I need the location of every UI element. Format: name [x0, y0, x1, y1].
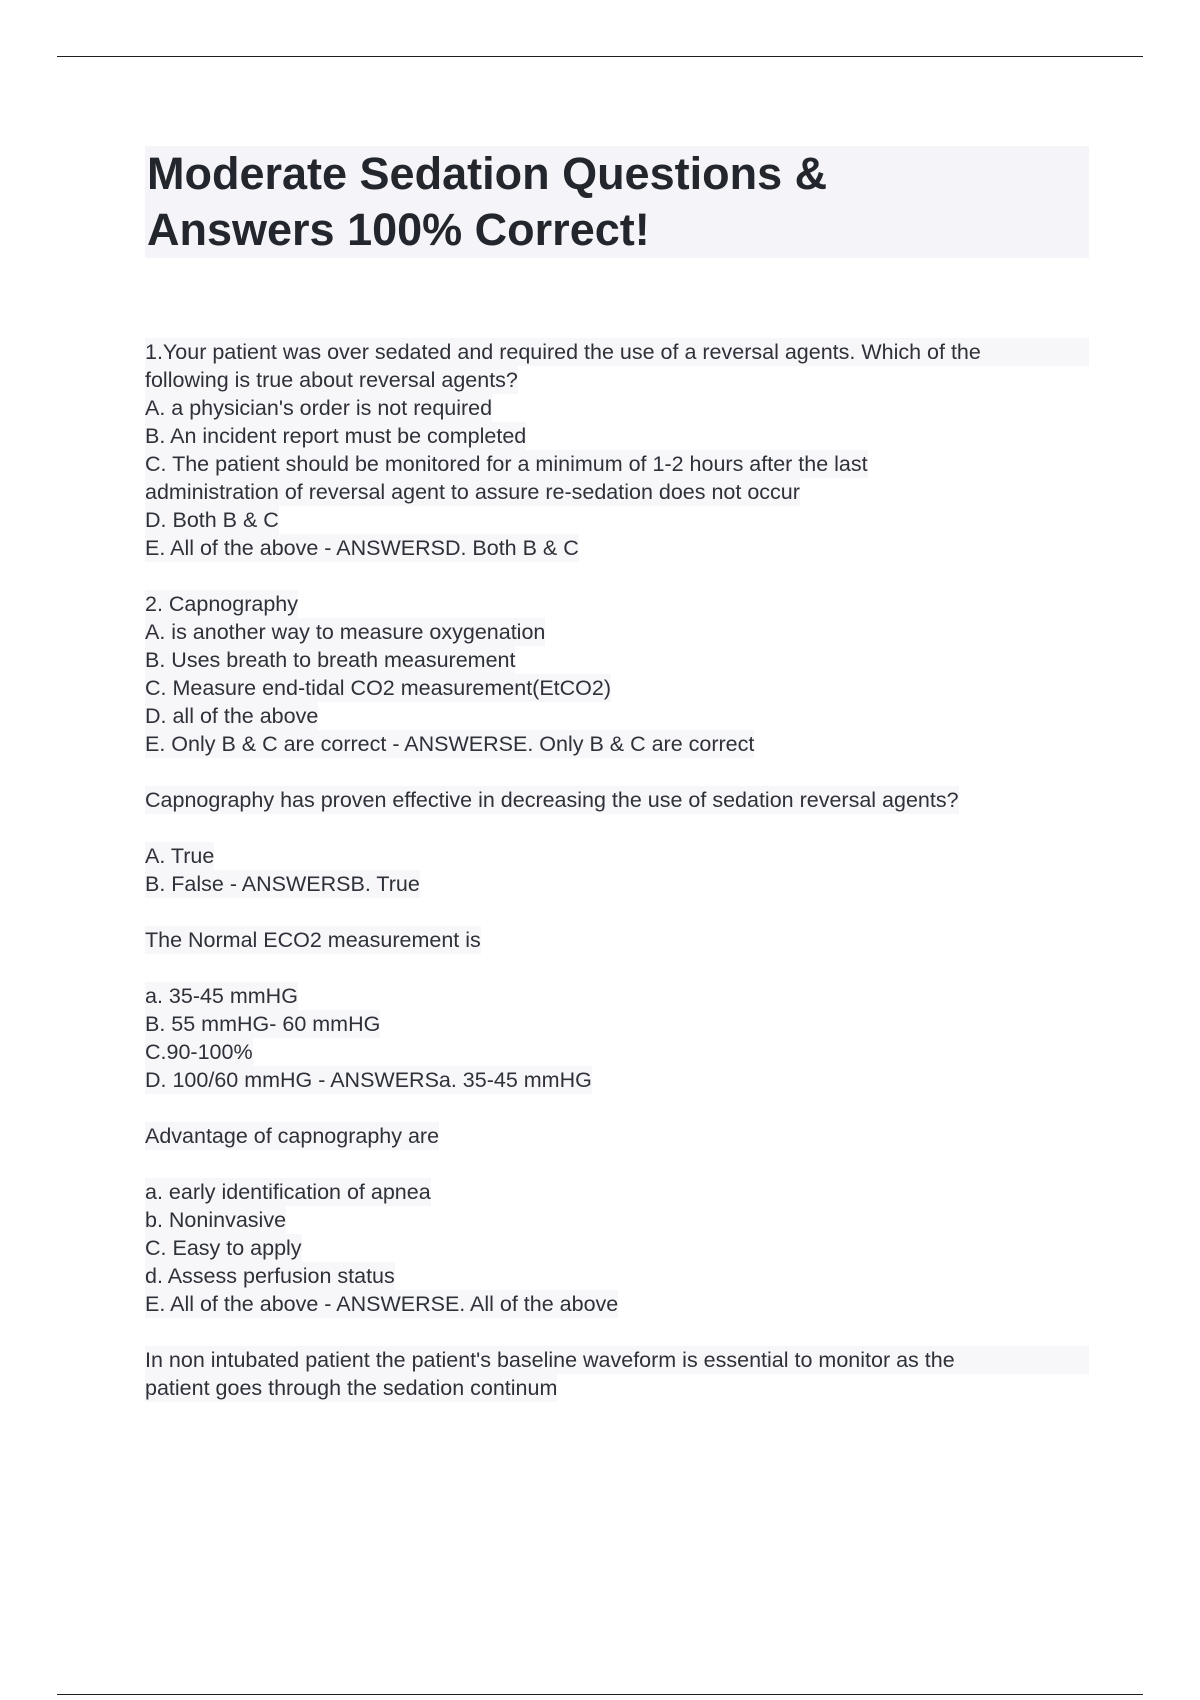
- question-text: Capnography has proven effective in decreasing the use of sedation reversal agents?: [145, 788, 959, 812]
- question-3-options: [145, 842, 1089, 898]
- answer-option-with-key: D. 100/60 mmHG - ANSWERSa. 35-45 mmHG: [145, 1068, 592, 1092]
- question-3-prompt: [145, 786, 1089, 814]
- question-2: [145, 590, 1089, 758]
- answer-option: a. 35-45 mmHG: [145, 984, 298, 1008]
- header-rule: [57, 56, 1143, 57]
- title-block: [145, 146, 1089, 258]
- question-text: following is true about reversal agents?: [145, 368, 518, 392]
- answer-option: A. a physician's order is not required: [145, 396, 493, 420]
- answer-option: d. Assess perfusion status: [145, 1264, 395, 1288]
- question-5-prompt: [145, 1122, 1089, 1150]
- question-text: patient goes through the sedation continum: [145, 1376, 558, 1400]
- answer-option-with-key: E. All of the above - ANSWERSD. Both B & C: [145, 536, 579, 560]
- answer-option: C. Easy to apply: [145, 1236, 302, 1260]
- question-5-options: [145, 1178, 1089, 1318]
- answer-option: A. is another way to measure oxygenation: [145, 620, 546, 644]
- answer-option-with-key: E. All of the above - ANSWERSE. All of the above: [145, 1292, 619, 1316]
- question-text: Advantage of capnography are: [145, 1124, 440, 1148]
- answer-option: a. early identification of apnea: [145, 1180, 431, 1204]
- answer-option: A. True: [145, 844, 215, 868]
- answer-option: C. Measure end-tidal CO2 measurement(EtCO2): [145, 676, 612, 700]
- answer-option: B. Uses breath to breath measurement: [145, 648, 516, 672]
- question-6-prompt: [145, 1346, 1089, 1402]
- title-line: Answers 100% Correct!: [147, 204, 650, 255]
- question-text: 2. Capnography: [145, 592, 298, 616]
- answer-option: D. Both B & C: [145, 508, 279, 532]
- title-line: Moderate Sedation Questions &: [147, 148, 828, 199]
- answer-option-with-key: E. Only B & C are correct - ANSWERSE. Only B & C are correct: [145, 732, 755, 756]
- question-4-prompt: [145, 926, 1089, 954]
- footer-rule: [57, 1694, 1143, 1695]
- question-text: The Normal ECO2 measurement is: [145, 928, 481, 952]
- answer-option: C. The patient should be monitored for a minimum of 1-2 hours after the last: [145, 452, 868, 476]
- answer-option: B. An incident report must be completed: [145, 424, 527, 448]
- answer-option: B. 55 mmHG- 60 mmHG: [145, 1012, 381, 1036]
- question-4-options: [145, 982, 1089, 1094]
- answer-option: D. all of the above: [145, 704, 319, 728]
- answer-option: b. Noninvasive: [145, 1208, 287, 1232]
- answer-option: C.90-100%: [145, 1040, 253, 1064]
- document-body: [145, 338, 1089, 1430]
- document-title: [145, 146, 1089, 258]
- question-text: In non intubated patient the patient's baseline waveform is essential to monitor as the: [145, 1346, 1089, 1374]
- answer-option-with-key: B. False - ANSWERSB. True: [145, 872, 420, 896]
- answer-option: administration of reversal agent to assure re-sedation does not occur: [145, 480, 800, 504]
- question-1: [145, 338, 1089, 562]
- question-text: 1.Your patient was over sedated and required the use of a reversal agents. Which of the: [145, 338, 1089, 366]
